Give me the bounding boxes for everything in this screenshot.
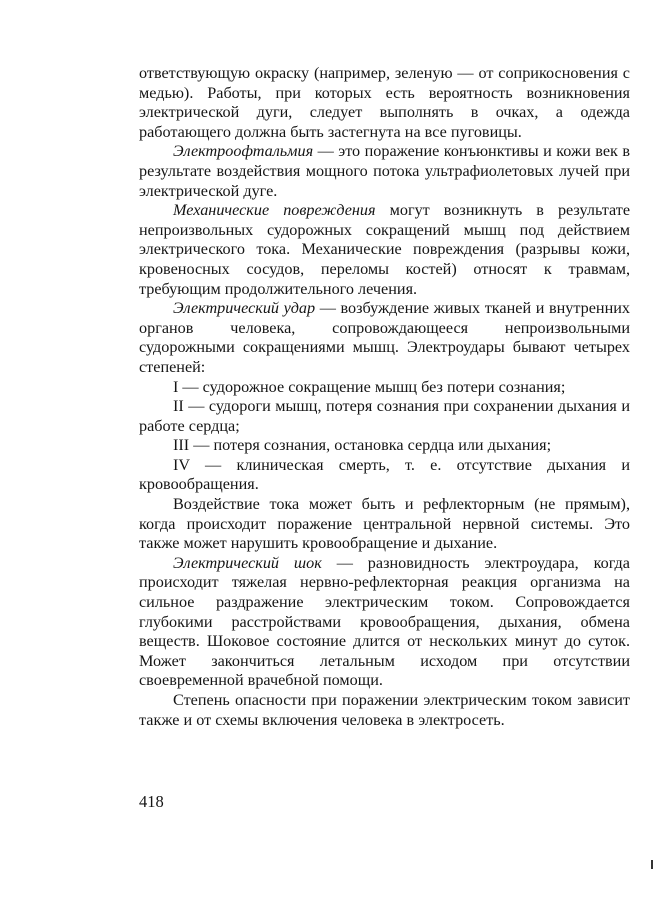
paragraph-text: ответствующую окраску (например, зеленую — от соприкосновения с медью). Работы, при которых есть вероятность возникновения электрической дуги, следует выполнять в очках, а одежда работающего должна быть застегнута на все пуговицы.: [139, 64, 630, 141]
degree-item-2: [139, 397, 630, 436]
paragraph-text: Воздействие тока может быть и рефлекторным (не прямым), когда происходит поражение центральной нервной системы. Это также может нарушить кровообращение и дыхание.: [139, 495, 630, 553]
term-mechanical-injuries: Механические повреждения: [173, 201, 376, 220]
degree-item-1: [139, 378, 630, 398]
degree-text: IV — клиническая смерть, т. е. отсутствие дыхания и кровообращения.: [139, 455, 630, 494]
paragraph-electric-shock: [139, 554, 630, 691]
page-number: 418: [139, 792, 164, 811]
paragraph-text: — это поражение конъюнктивы и кожи век в результате воздействия мощного потока ультрафиолетовых лучей при электрической дуге.: [139, 142, 630, 200]
scan-edge-mark: [651, 860, 653, 869]
paragraph-reflex-action: [139, 495, 630, 554]
body-text: [139, 64, 630, 730]
paragraph-text: — возбуждение живых тканей и внутренних органов человека, сопровождающееся непроизвольными судорожными сокращениями мышц. Электроудары бывают четырех степеней:: [139, 299, 630, 376]
degree-text: II — судороги мышц, потеря сознания при сохранении дыхания и работе сердца;: [139, 397, 630, 435]
paragraph-electric-shock-degrees: [139, 299, 630, 377]
degree-item-4: [139, 456, 630, 495]
term-electric-shock: Электрический шок: [173, 553, 322, 572]
paragraph-text: Степень опасности при поражении электрическим током зависит также и от схемы включения человека в электросеть.: [139, 691, 630, 729]
term-electric-strike: Электрический удар: [173, 299, 316, 318]
paragraph-electroophthalmia: [139, 142, 630, 201]
paragraph-text: — разновидность электроудара, когда происходит тяжелая нервно-рефлекторная реакция организма на сильное раздражение электрическим током. Сопровождается глубокими расстройствами кровообращения, дыхания, обмена веществ. Шоковое состояние длится от нескольких минут до суток. Может закончиться летальным исходом при отсутствии своевременной врачебной помощи.: [139, 553, 630, 690]
paragraph-mechanical-injuries: [139, 201, 630, 299]
degree-item-3: [139, 436, 630, 456]
paragraph-text: могут возникнуть в результате непроизвольных судорожных сокращений мышц под действием электрического тока. Механические повреждения (разрывы кожи, кровеносных сосудов, переломы костей) относят к травмам, требующим продолжительного лечения.: [139, 201, 631, 298]
degree-text: I — судорожное сокращение мышц без потери сознания;: [173, 377, 566, 396]
term-electroophthalmia: Электроофтальмия: [173, 142, 314, 161]
degree-text: III — потеря сознания, остановка сердца или дыхания;: [173, 436, 552, 455]
paragraph-danger-degree: [139, 691, 630, 730]
paragraph-continued: [139, 64, 630, 142]
